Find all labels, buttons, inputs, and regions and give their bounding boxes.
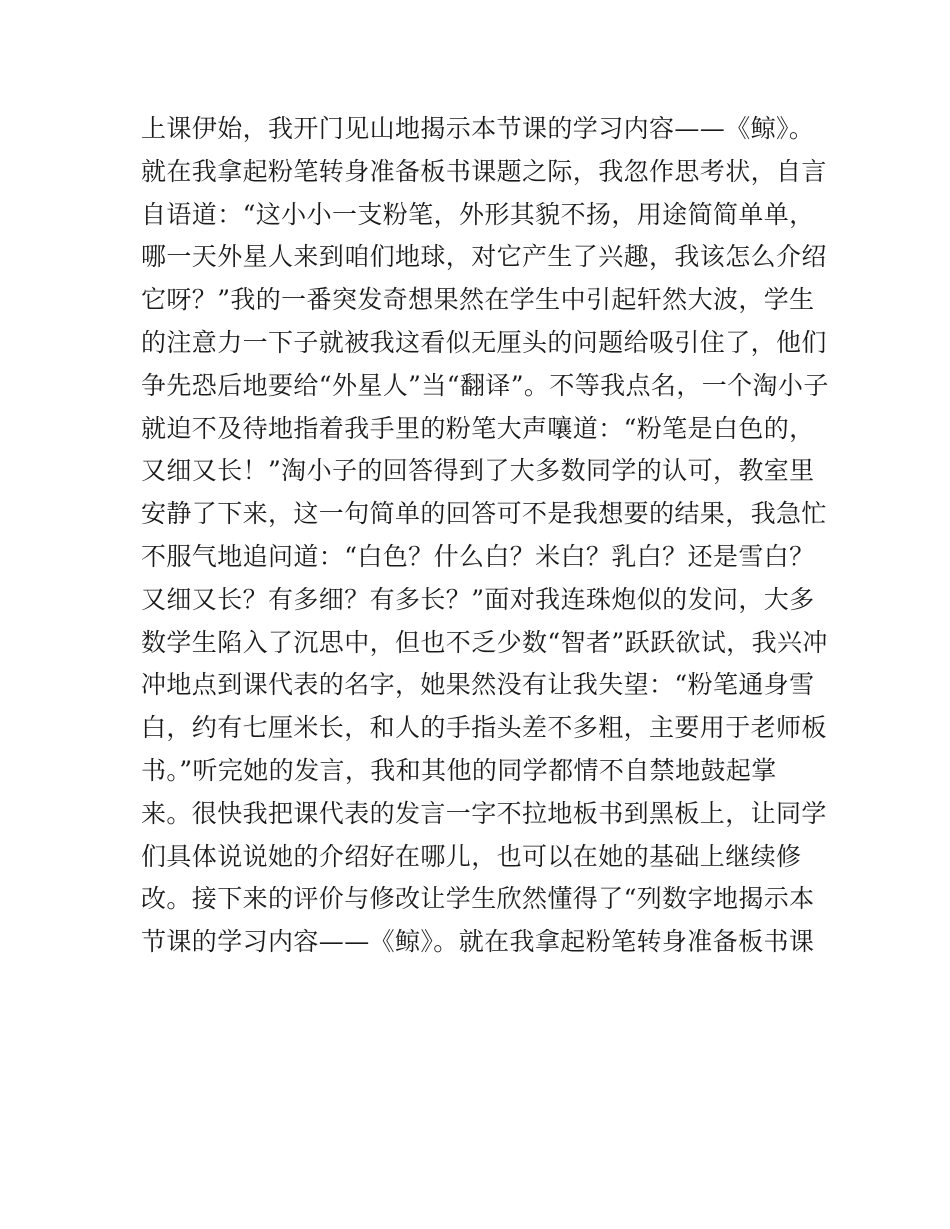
text-line: 改。接下来的评价与修改让学生欣然懂得了“列数字地揭示本 bbox=[141, 884, 815, 914]
text-line: 又细又长？有多细？有多长？”面对我连珠炮似的发问，大多 bbox=[141, 584, 815, 614]
text-line: 节课的学习内容——《鲸》。就在我拿起粉笔转身准备板书课 bbox=[141, 927, 815, 957]
text-line: 们具体说说她的介绍好在哪儿，也可以在她的基础上继续修 bbox=[141, 841, 802, 871]
body-text bbox=[141, 108, 829, 964]
text-line: 就迫不及待地指着我手里的粉笔大声嚷道：“粉笔是白色的， bbox=[141, 413, 815, 443]
text-line: 不服气地追问道：“白色？什么白？米白？乳白？还是雪白？ bbox=[141, 541, 815, 571]
text-line: 冲地点到课代表的名字，她果然没有让我失望：“粉笔通身雪 bbox=[141, 670, 815, 700]
text-line: 上课伊始，我开门见山地揭示本节课的学习内容——《鲸》。 bbox=[141, 114, 815, 143]
text-line: 争先恐后地要给“外星人”当“翻译”。不等我点名，一个淘小子 bbox=[141, 370, 829, 400]
text-line: 哪一天外星人来到咱们地球，对它产生了兴趣，我该怎么介绍 bbox=[141, 242, 827, 272]
text-line: 数学生陷入了沉思中，但也不乏少数“智者”跃跃欲试，我兴冲 bbox=[141, 627, 828, 657]
text-line: 书。”听完她的发言，我和其他的同学都情不自禁地鼓起掌 bbox=[141, 755, 777, 785]
text-line: 就在我拿起粉笔转身准备板书课题之际，我忽作思考状，自言 bbox=[141, 156, 827, 186]
text-line: 它呀？”我的一番突发奇想果然在学生中引起轩然大波，学生 bbox=[141, 285, 815, 315]
text-line: 的注意力一下子就被我这看似无厘头的问题给吸引住了，他们 bbox=[141, 327, 827, 357]
text-line: 安静了下来，这一句简单的回答可不是我想要的结果，我急忙 bbox=[141, 499, 827, 529]
text-line: 白，约有七厘米长，和人的手指头差不多粗，主要用于老师板 bbox=[141, 713, 827, 743]
text-line: 自语道：“这小小一支粉笔，外形其貌不扬，用途简简单单， bbox=[141, 199, 815, 229]
text-line: 又细又长！”淘小子的回答得到了大多数同学的认可，教室里 bbox=[141, 456, 815, 486]
text-line: 来。很快我把课代表的发言一字不拉地板书到黑板上，让同学 bbox=[141, 798, 827, 828]
